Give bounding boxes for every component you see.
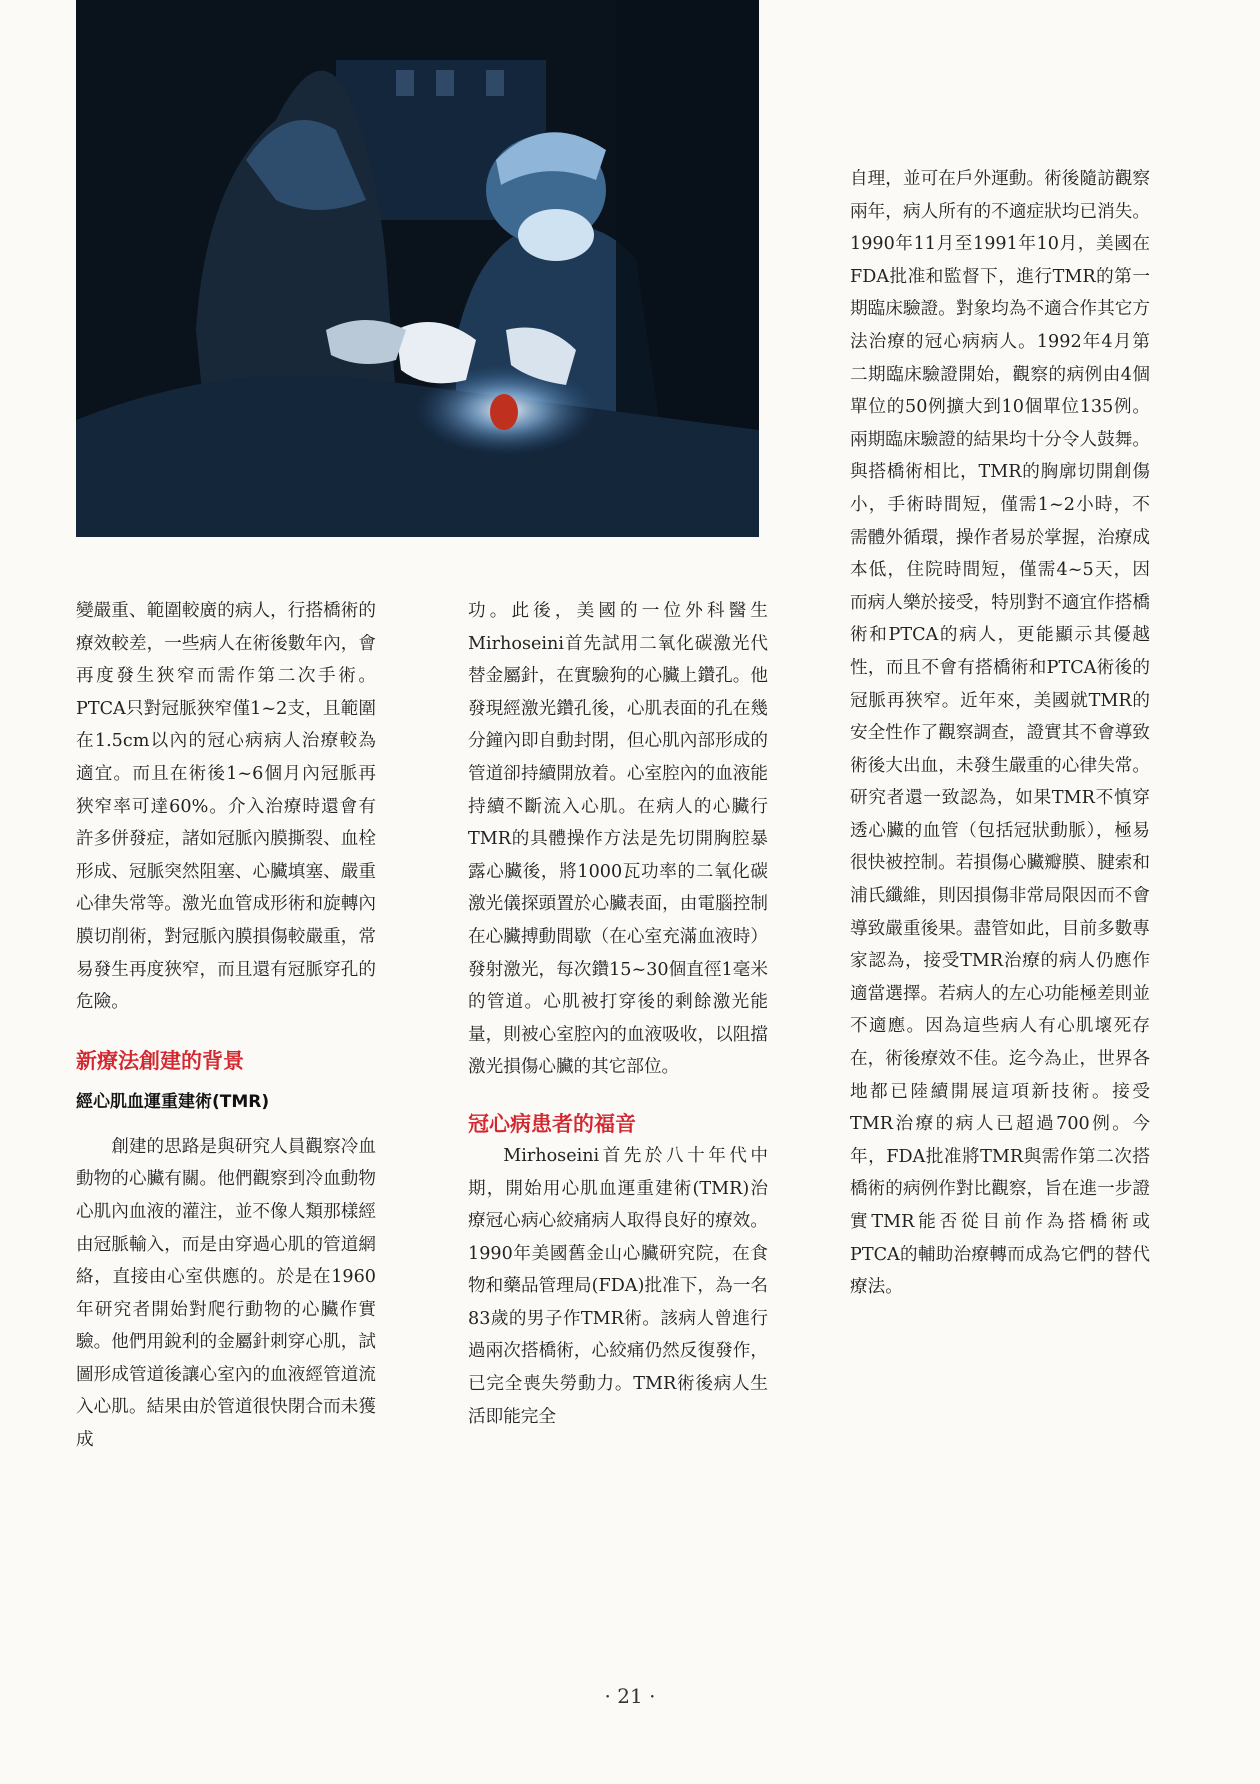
paragraph: 功。此後，美國的一位外科醫生Mirhoseini首先試用二氧化碳激光代替金屬針，在實驗狗的心臟上鑽孔。他發現經激光鑽孔後，心肌表面的孔在幾分鐘內即自動封閉，但心肌內部形成的管道卻持續開放着。心室腔內的血液能持續不斷流入心肌。在病人的心臟行TMR的具體操作方法是先切開胸腔暴露心臟後，將1000瓦功率的二氧化碳激光儀探頭置於心臟表面，由電腦控制在心臟搏動間歇（在心室充滿血液時）發射激光，每次鑽15~30個直徑1毫米的管道。心肌被打穿後的剩餘激光能量，則被心室腔內的血液吸收，以阻擋激光損傷心臟的其它部位。 [468,601,768,1078]
column-3 [850,163,1150,1304]
column-1 [76,595,376,1457]
paragraph: 自理，並可在戶外運動。術後隨訪觀察兩年，病人所有的不適症狀均已消失。1990年11月至1991年10月，美國在FDA批准和監督下，進行TMR的第一期臨床驗證。對象均為不適合作其它方法治療的冠心病病人。1992年4月第二期臨床驗證開始，觀察的病例由4個單位的50例擴大到10個單位135例。兩期臨床驗證的結果均十分令人鼓舞。與搭橋術相比，TMR的胸廓切開創傷小，手術時間短，僅需1~2小時，不需體外循環，操作者易於掌握，治療成本低，住院時間短，僅需4~5天，因而病人樂於接受，特別對不適宜作搭橋術和PTCA的病人，更能顯示其優越性，而且不會有搭橋術和PTCA術後的冠脈再狹窄。近年來，美國就TMR的安全性作了觀察調查，證實其不會導致術後大出血，未發生嚴重的心律失常。研究者還一致認為，如果TMR不慎穿透心臟的血管（包括冠狀動脈），極易很快被控制。若損傷心臟瓣膜、腱索和浦氏纖維，則因損傷非常局限因而不會導致嚴重後果。盡管如此，目前多數專家認為，接受TMR治療的病人仍應作適當選擇。若病人的左心功能極差則並不適應。因為這些病人有心肌壞死存在，術後療效不佳。迄今為止，世界各地都已陸續開展這項新技術。接受TMR治療的病人已超過700例。今年，FDA批准將TMR與需作第二次搭橋術的病例作對比觀察，旨在進一步證實TMR能否從目前作為搭橋術或PTCA的輔助治療轉而成為它們的替代療法。 [850,169,1150,1298]
section-heading-good-news: 冠心病患者的福音 [468,1111,636,1136]
section-heading-background: 新療法創建的背景 [76,1048,244,1073]
surgery-photo [76,0,759,537]
page-number: · 21 · [604,1684,656,1708]
subsection-heading-tmr: 經心肌血運重建術(TMR) [76,1091,270,1112]
paragraph: 變嚴重、範圍較廣的病人，行搭橋術的療效較差，一些病人在術後數年內，會再度發生狹窄而需作第二次手術。PTCA只對冠脈狹窄僅1~2支，且範圍在1.5cm以內的冠心病病人治療較為適宜。而且在術後1~6個月內冠脈再狹窄率可達60%。介入治療時還會有許多併發症，諸如冠脈內膜撕裂、血栓形成、冠脈突然阻塞、心臟填塞、嚴重心律失常等。激光血管成形術和旋轉內膜切削術，對冠脈內膜損傷較嚴重，常易發生再度狹窄，而且還有冠脈穿孔的危險。 [76,601,376,1013]
paragraph: 創建的思路是與研究人員觀察冷血動物的心臟有關。他們觀察到冷血動物心肌內血液的灌注，並不像人類那樣經由冠脈輸入，而是由穿過心肌的管道網絡，直接由心室供應的。於是在1960年研究者開始對爬行動物的心臟作實驗。他們用銳利的金屬針刺穿心肌，試圖形成管道後讓心室內的血液經管道流入心肌。結果由於管道很快閉合而未獲成 [76,1136,376,1451]
surgery-photo-illustration [76,0,759,537]
paragraph: Mirhoseini首先於八十年代中期，開始用心肌血運重建術(TMR)治療冠心病心絞痛病人取得良好的療效。1990年美國舊金山心臟研究院，在食物和藥品管理局(FDA)批准下，為一名83歲的男子作TMR術。該病人曾進行過兩次搭橋術，心絞痛仍然反復發作，已完全喪失勞動力。TMR術後病人生活即能完全 [468,1145,768,1427]
column-2 [468,595,768,1433]
